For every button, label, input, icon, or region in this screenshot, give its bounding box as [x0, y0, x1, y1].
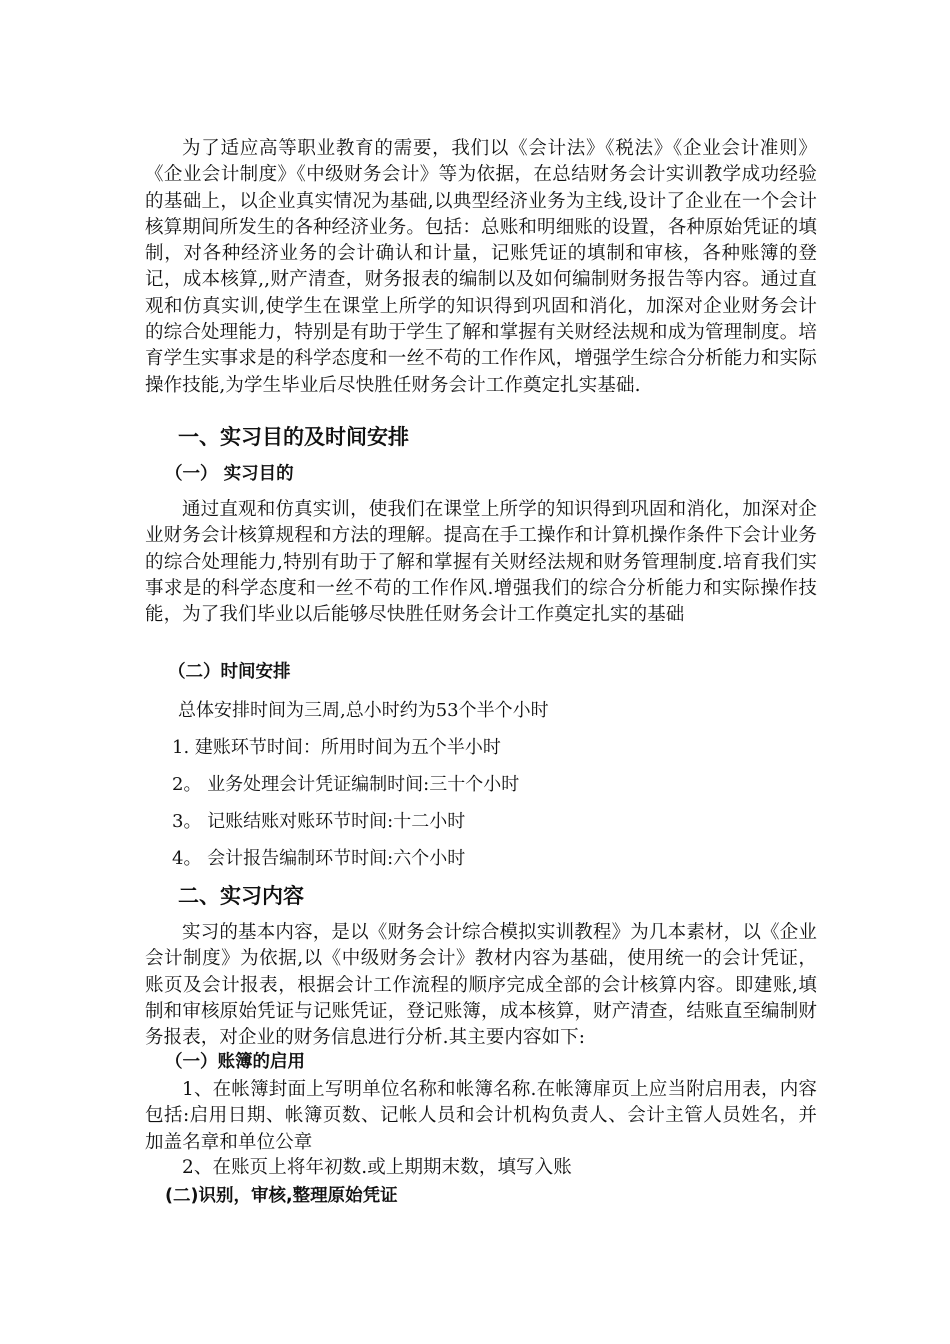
section-1-sub-1-paragraph: 通过直观和仿真实训，使我们在课堂上所学的知识得到巩固和消化，加深对企业财务会计核算规程和方法的理解。提高在手工操作和计算机操作条件下会计业务的综合处理能力,特别有助于了解和掌握有关财经法规和财务管理制度.培育我们实事求是的科学态度和一丝不苟的工作作风.增强我们的综合分析能力和实际操作技能，为了我们毕业以后能够尽快胜任财务会计工作奠定扎实的基础: [145, 499, 817, 626]
schedule-item: 4。 会计报告编制环节时间:六个小时: [172, 848, 466, 869]
schedule-item: 2。 业务处理会计凭证编制时间:三十个小时: [172, 774, 520, 795]
schedule-item: 3。 记账结账对账环节时间:十二小时: [172, 811, 466, 832]
section-2-sub-1-item-1: 1、在帐簿封面上写明单位名称和帐簿名称.在帐簿扉页上应当附启用表，内容包括:启用日期、帐簿页数、记帐人员和会计机构负责人、会计主管人员姓名，并加盖名章和单位公章: [145, 1079, 817, 1153]
section-2-sub-1-heading: （一）账簿的启用: [165, 1052, 305, 1072]
schedule-item: 1. 建账环节时间：所用时间为五个半小时: [172, 737, 501, 758]
section-2-sub-2-heading: (二)识别，审核,整理原始凭证: [165, 1186, 398, 1206]
section-2-heading: 二、实习内容: [178, 884, 304, 908]
section-2-sub-1-item-2: 2、在账页上将年初数.或上期期末数，填写入账: [182, 1157, 572, 1178]
section-1-heading: 一、实习目的及时间安排: [178, 425, 409, 449]
section-2-paragraph: 实习的基本内容，是以《财务会计综合模拟实训教程》为几本素材，以《企业会计制度》为依据,以《中级财务会计》教材内容为基础，使用统一的会计凭证，账页及会计报表，根据会计工作流程的顺序完成全部的会计核算内容。即建账,填制和审核原始凭证与记账凭证，登记账簿，成本核算，财产清查，结账直至编制财务报表，对企业的财务信息进行分析.其主要内容如下:: [145, 922, 817, 1049]
section-1-sub-2-heading: （二）时间安排: [168, 662, 291, 682]
section-1-sub-1-heading: （一） 实习目的: [165, 464, 294, 484]
intro-paragraph: 为了适应高等职业教育的需要，我们以《会计法》《税法》《企业会计准则》《企业会计制度》《中级财务会计》等为依据，在总结财务会计实训教学成功经验的基础上，以企业真实情况为基础,以典型经济业务为主线,设计了企业在一个会计核算期间所发生的各种经济业务。包括：总账和明细账的设置，各种原始凭证的填制，对各种经济业务的会计确认和计量，记账凭证的填制和审核，各种账簿的登记，成本核算,,财产清查，财务报表的编制以及如何编制财务报告等内容。通过直观和仿真实训,使学生在课堂上所学的知识得到巩固和消化，加深对企业财务会计的综合处理能力，特别是有助于学生了解和掌握有关财经法规和成为管理制度。培育学生实事求是的科学态度和一丝不苟的工作作风，增强学生综合分析能力和实际操作技能,为学生毕业后尽快胜任财务会计工作奠定扎实基础.: [145, 138, 817, 396]
schedule-total: 总体安排时间为三周,总小时约为53个半个小时: [178, 700, 549, 721]
